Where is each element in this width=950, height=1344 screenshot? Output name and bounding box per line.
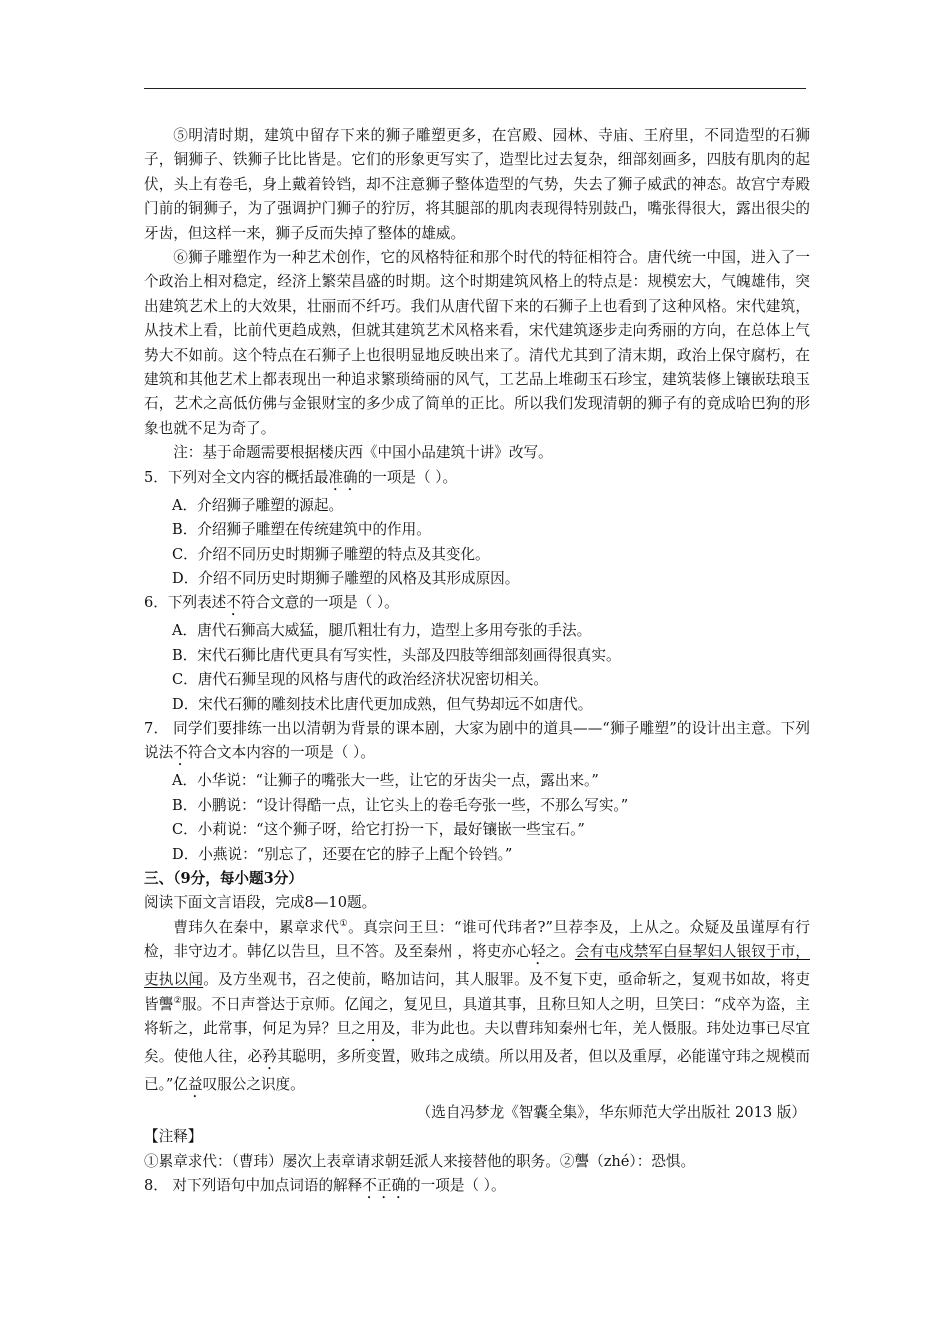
question-6	[144, 591, 810, 619]
question-7-option-b: B．小鹏说：“设计得酷一点，让它头上的卷毛夸张一些，不那么写实。”	[172, 796, 629, 814]
question-7-text: 7． 同学们要排练一出以清朝为背景的课本剧，大家为剧中的道具——“狮子雕塑”的设计出主意。下列说法	[144, 719, 810, 762]
question-5-option-c: C．介绍不同历史时期狮子雕塑的特点及其变化。	[172, 545, 490, 563]
question-6-text-end: 符合文意的一项是（ ）。	[240, 594, 399, 612]
question-6-option-c: C．唐代石狮呈现的风格与唐代的政治经济状况密切相关。	[172, 671, 549, 689]
question-7-text-end: 符合文本内容的一项是（ ）。	[187, 744, 375, 762]
classical-text-5: 。及方坐观书，召之使前，略加诘问，其人服罪。及不复下吏，亟命斩之，复观书如故，将吏皆讋	[144, 971, 810, 1013]
classical-text-9: 叹服公之识度。	[202, 1076, 305, 1093]
question-5-option-a: A．介绍狮子雕塑的源起。	[172, 496, 344, 514]
question-5	[144, 466, 810, 494]
passage-note: 注：基于命题需要根据楼庆西《中国小品建筑十讲》改写。	[173, 444, 553, 462]
question-8-text-end: 的一项是（ ）。	[406, 1177, 506, 1195]
question-5-text: 5．下列对全文内容的概括最	[144, 468, 329, 486]
question-6-option-d: D．宋代石狮的雕刻技术比唐代更加成熟，但气势却远不如唐代。	[172, 695, 593, 713]
classical-text-1: 曹玮久在秦中，累章求代	[173, 918, 340, 936]
question-5-emphasis: 准确	[328, 468, 358, 486]
classical-dotted-yi: 益	[187, 1076, 203, 1093]
footnote-mark-1: ①	[339, 918, 349, 929]
question-7	[144, 717, 810, 769]
exam-content	[144, 124, 810, 1202]
classical-passage	[144, 916, 810, 1101]
passage-paragraph-5: ⑤明清时期，建筑中留存下来的狮子雕塑更多，在宫殿、园林、寺庙、王府里，不同造型的石狮子，铜狮子、铁狮子比比皆是。它们的形象更写实了，造型比过去复杂，细部刻画多，四肢有肌肉的起伏，头上有卷毛，身上戴着铃铛，却不注意狮子整体造型的气势，失去了狮子威武的神态。故宫宁寿殿门前的铜狮子，为了强调护门狮子的狞厉，将其腿部的肌肉表现得特别鼓凸，嘴张得很大，露出很尖的牙齿，但这样一来，狮子反而失掉了整体的雄威。	[144, 127, 810, 242]
question-8-emphasis: 不正确	[362, 1177, 407, 1195]
classical-text-2: 。真宗问王旦：“谁可代玮者?”旦荐李及，上从之。众疑及虽谨厚有行检，非守边才。韩亿以告旦，旦不答。及至秦州 ，将吏亦心	[144, 918, 810, 961]
classical-text-3: 之。	[545, 943, 575, 961]
classical-text-8: 其聪明，多所变置，败玮之成绩。所以用及者，但以及重厚，必能谨守玮之规模而已。”亿	[144, 1048, 810, 1093]
header-rule	[144, 88, 806, 89]
question-6-emphasis: 不	[226, 594, 241, 612]
classical-underlined-sentence: 会有屯戍禁军白昼挈妇人银钗于市，吏执以闻	[144, 943, 810, 989]
question-5-text-end: 的一项是（ ）。	[357, 468, 458, 486]
question-6-text: 6．下列表述	[144, 594, 227, 612]
question-5-option-b: B．介绍狮子雕塑在传统建筑中的作用。	[172, 521, 431, 539]
question-8	[144, 1174, 810, 1202]
section-3-title: 三、（9分，每小题3分）	[144, 869, 303, 887]
passage-source: （选自冯梦龙《智囊全集》，华东师范大学出版社 2013 版）	[416, 1104, 806, 1121]
classical-dotted-jin: 矜	[262, 1048, 278, 1065]
classical-dotted-qing: 轻	[530, 943, 546, 961]
classical-dotted-yong: 用	[366, 1020, 381, 1037]
question-5-option-d: D．介绍不同历史时期狮子雕塑的风格及其形成原因。	[172, 569, 520, 587]
classical-text-6: 服。不日声誉达于京师。亿闻之，复见旦，具道其事，且称旦知人之明，旦笑曰：“戍卒为盗，主将斩之，此常事，何足为异？旦之	[144, 995, 810, 1037]
annotation-title: 【注释】	[144, 1128, 203, 1146]
passage-paragraph-6: ⑥狮子雕塑作为一种艺术创作，它的风格特征和那个时代的特征相符合。唐代统一中国，进入了一个政治上相对稳定，经济上繁荣昌盛的时期。这个时期建筑风格上的特点是：规模宏大，气魄雄伟，突出建筑艺术上的大效果，壮丽而不纤巧。我们从唐代留下来的石狮子上也看到了这种风格。宋代建筑，从技术上看，比前代更趋成熟，但就其建筑艺术风格来看，宋代建筑逐步走向秀丽的方向，在总体上气势大不如前。这个特点在石狮子上也很明显地反映出来了。清代尤其到了清末期，政治上保守腐朽，在建筑和其他艺术上都表现出一种追求繁琐绮丽的风气，工艺品上堆砌玉石珍宝，建筑装修上镶嵌珐琅玉石，艺术之高低仿佛与金银财宝的多少成了简单的正比。所以我们发现清朝的狮子有的竟成哈巴狗的形象也就不足为奇了。	[144, 249, 810, 437]
question-6-option-a: A．唐代石狮高大威猛，腿爪粗壮有力，造型上多用夸张的手法。	[172, 622, 592, 640]
annotation-text: ①累章求代：（曹玮）屡次上表章请求朝廷派人来接替他的职务。②讋（zhé）：恐惧。	[144, 1152, 696, 1170]
footnote-mark-2: ②	[173, 995, 182, 1006]
question-6-option-b: B．宋代石狮比唐代更具有写实性，头部及四肢等细部刻画得很真实。	[172, 646, 621, 664]
classical-text-7: 及，非为此也。夫以曹玮知秦州七年，羌人慑服。玮处边事已尽宜矣。使他人往，必	[144, 1020, 810, 1065]
section-3-intro: 阅读下面文言语段，完成8—10题。	[144, 894, 377, 912]
question-7-emphasis: 不	[173, 744, 188, 762]
question-7-option-d: D．小燕说：“别忘了，还要在它的脖子上配个铃铛。”	[172, 845, 513, 863]
question-7-option-c: C．小莉说：“这个狮子呀，给它打扮一下，最好镶嵌一些宝石。”	[172, 821, 585, 839]
question-8-text: 8． 对下列语句中加点词语的解释	[144, 1177, 363, 1195]
question-7-option-a: A．小华说：“让狮子的嘴张大一些，让它的牙齿尖一点，露出来。”	[172, 772, 599, 790]
